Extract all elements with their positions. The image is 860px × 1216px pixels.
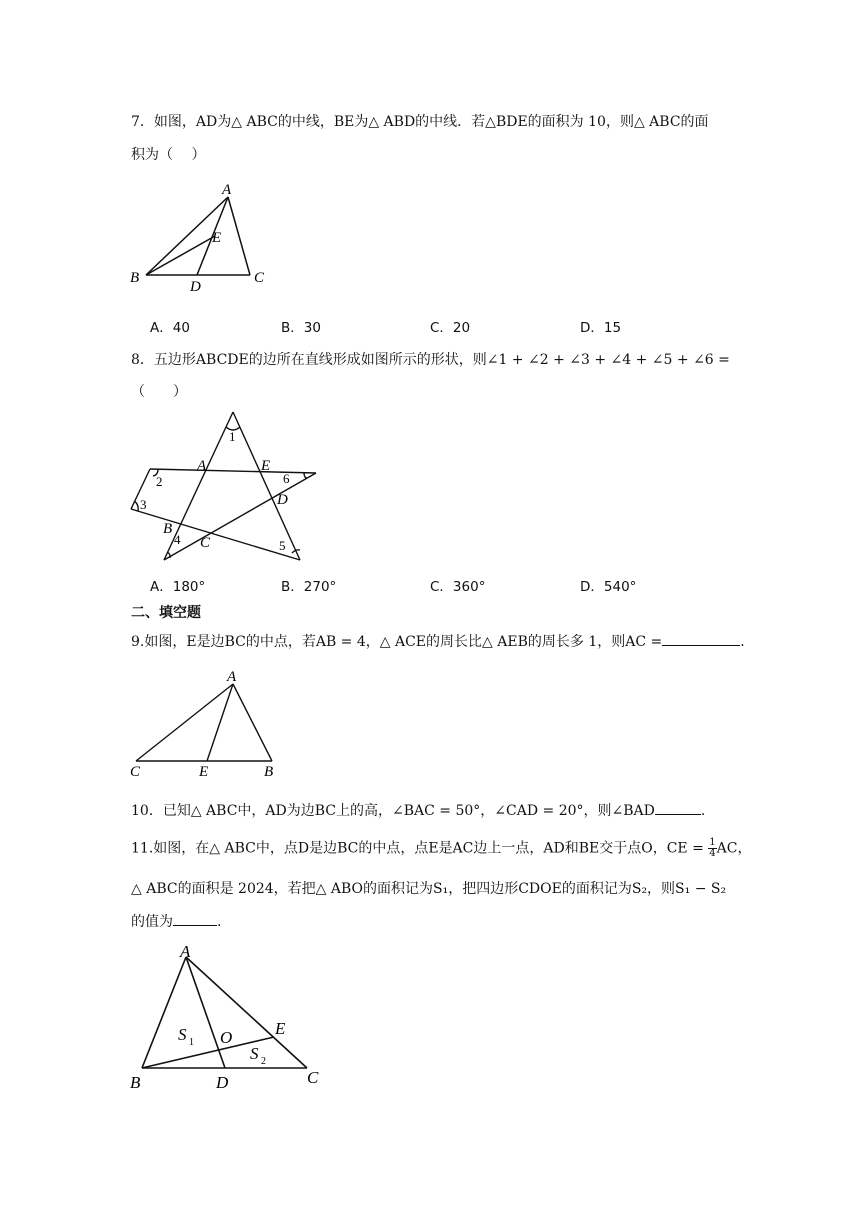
- q9-figure: [120, 665, 290, 780]
- q11-segment-ad: [186, 957, 225, 1068]
- q8-line-5: [131, 509, 300, 560]
- q8-label-a: A: [197, 458, 207, 474]
- q11-label-c: C: [307, 1068, 319, 1087]
- q11-text-3: 的值为: [131, 914, 173, 930]
- q11-answer-blank[interactable]: [173, 911, 217, 926]
- q8-angle-3: 3: [140, 497, 147, 512]
- q10-stem: [131, 800, 705, 821]
- q10-answer-blank[interactable]: [655, 800, 701, 815]
- q7-segment-ac: [228, 197, 250, 275]
- q8-label-d: D: [277, 492, 288, 508]
- q11-fraction-numerator: 1: [709, 837, 716, 848]
- q8-option-c[interactable]: C．360°: [430, 579, 486, 595]
- q7-label-d: D: [190, 279, 201, 295]
- q11-label-a: A: [180, 942, 191, 961]
- q11-label-d: D: [216, 1073, 229, 1092]
- q7-stem-line2: 积为（ ）: [131, 147, 206, 163]
- q8-label-e: E: [261, 458, 271, 474]
- q7-option-c[interactable]: C．20: [430, 320, 471, 336]
- q8-stem-line1: 8．五边形ABCDE的边所在直线形成如图所示的形状，则∠1 + ∠2 + ∠3 + ∠4 + ∠5 + ∠6 =: [131, 352, 730, 368]
- q7-label-b: B: [130, 270, 140, 286]
- q9-segment-ca: [136, 684, 233, 761]
- q11-text-1a: 11.如图，在△ ABC中，点D是边BC的中点，点E是AC边上一点，AD和BE交于点O，CE =: [131, 840, 704, 857]
- q11-stem-line1: [131, 838, 751, 859]
- q7-label-e: E: [212, 230, 222, 246]
- q7-option-b[interactable]: B．30: [281, 320, 321, 336]
- q8-option-d[interactable]: D．540°: [580, 579, 637, 595]
- q11-label-s2: S: [250, 1044, 259, 1063]
- q9-label-c: C: [130, 764, 141, 780]
- q11-label-s2-subscript: 2: [261, 1056, 266, 1067]
- q8-angle-1: 1: [229, 429, 236, 444]
- q7-option-a[interactable]: A．40: [150, 320, 190, 336]
- q10-text: 10．已知△ ABC中，AD为边BC上的高，∠BAC = 50°，∠CAD = 20°，则∠BAD: [131, 803, 655, 819]
- q8-line-2: [233, 412, 300, 560]
- q11-label-o: O: [220, 1028, 233, 1047]
- q11-label-s1: S: [178, 1025, 187, 1044]
- q7-stem-line1: 7．如图，AD为△ ABC的中线，BE为△ ABD的中线．若△BDE的面积为 10，则△ ABC的面: [131, 114, 709, 130]
- q7-label-a: A: [222, 182, 232, 198]
- q9-answer-blank[interactable]: [662, 631, 740, 646]
- q11-stem-line2: △ ABC的面积是 2024，若把△ ABO的面积记为S₁，把四边形CDOE的面积记为S₂，则S₁ − S₂: [131, 881, 727, 897]
- q8-angle-4: 4: [174, 532, 181, 547]
- q9-text: 9.如图，E是边BC的中点，若AB = 4，△ ACE的周长比△ AEB的周长多 1，则AC =: [131, 634, 663, 650]
- q8-angle-2: 2: [156, 474, 163, 489]
- q7-option-d[interactable]: D．15: [580, 320, 622, 336]
- q8-angle-6: 6: [283, 471, 290, 486]
- q11-stem-line3: [131, 911, 221, 932]
- q9-label-b: B: [264, 764, 274, 780]
- q8-option-b[interactable]: B．270°: [281, 579, 337, 595]
- q7-label-c: C: [254, 270, 265, 286]
- q11-text-1b: AC，: [716, 840, 752, 857]
- q9-label-e: E: [199, 764, 209, 780]
- section-heading-fill-in: 二、填空题: [131, 605, 201, 621]
- q8-stem-line2: （ ）: [131, 384, 187, 400]
- q9-label-a: A: [227, 669, 237, 685]
- q11-label-s1-subscript: 1: [189, 1037, 194, 1048]
- q8-option-a[interactable]: A．180°: [150, 579, 206, 595]
- q9-segment-ab: [233, 684, 272, 761]
- q8-angle-5: 5: [279, 538, 286, 553]
- q10-end: .: [700, 803, 706, 819]
- q9-segment-ae: [207, 684, 233, 761]
- q11-end: .: [217, 914, 222, 930]
- q8-figure: [120, 400, 330, 570]
- q8-label-b: B: [163, 521, 173, 537]
- q7-figure: [120, 178, 280, 298]
- q11-label-b: B: [130, 1073, 141, 1092]
- q8-line-3: [150, 469, 316, 473]
- q11-fraction: [708, 838, 716, 859]
- q8-label-c: C: [200, 535, 211, 551]
- q9-end: .: [740, 634, 745, 650]
- q9-stem: [131, 631, 745, 652]
- q11-segment-ac: [186, 957, 307, 1068]
- q8-line-4: [164, 473, 316, 560]
- q11-figure: [120, 935, 330, 1095]
- q11-fraction-denominator: 4: [709, 848, 716, 859]
- q11-label-e: E: [275, 1019, 286, 1038]
- q11-segment-ab: [142, 957, 186, 1068]
